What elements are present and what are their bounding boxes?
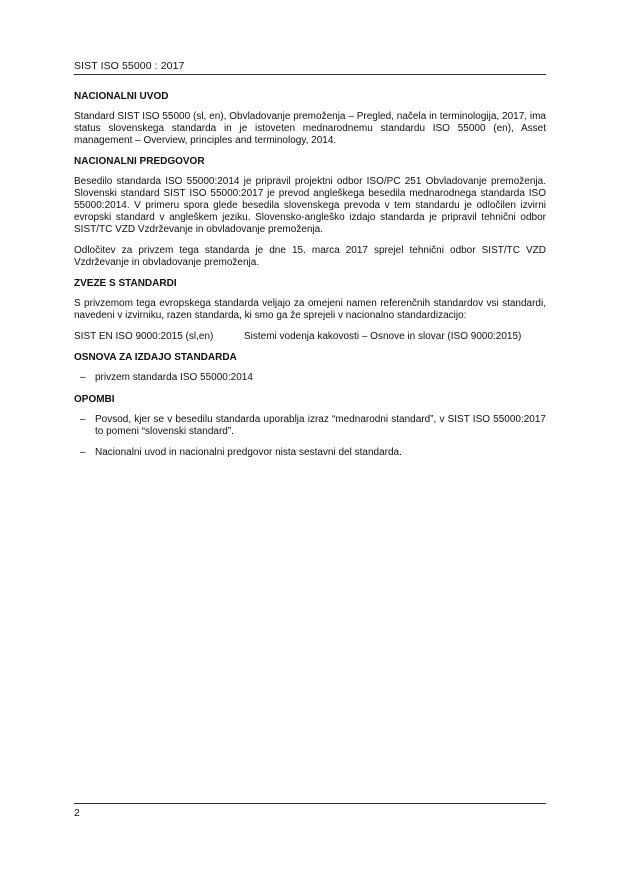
list-item-text: Povsod, kjer se v besedilu standarda uporablja izraz “mednarodni standard”, v SIST ISO 55000:2017 to pomeni “slovenski standard”. [95,414,546,437]
paragraph: Standard SIST ISO 55000 (sl, en), Obvladovanje premoženja – Pregled, načela in terminologija, 2017, ima status slovenskega standarda in je istoveten mednarodnemu standardu ISO 55000 (en), Asset management – Overview, principles and terminology, 2014. [74,111,546,146]
paragraph: Odločitev za privzem tega standarda je dne 15. marca 2017 sprejel tehnični odbor SIST/TC VZD Vzdrževanje in obvladovanje premoženja. [74,245,546,268]
dash-bullet: – [80,414,86,425]
section-zveze-s-standardi [74,278,546,343]
header-divider [74,74,546,75]
list-item [74,372,546,384]
document-page [74,0,546,877]
paragraph: S privzemom tega evropskega standarda veljajo za omejeni namen referenčnih standardov vsi standardi, navedeni v izvirniku, razen standarda, ki smo ga že sprejeli v nacionalno standardizacijo: [74,298,546,321]
list-item [74,414,546,438]
bullet-list [74,414,546,459]
paragraph: Besedilo standarda ISO 55000:2014 je pripravil projektni odbor ISO/PC 251 Obvladovanje premoženja. Slovenski standard SIST ISO 55000:2017 je prevod angleškega besedila mednarodnega standarda ISO 55000:2014. V primeru spora glede besedila slovenskega prevoda v tem standardu je odločilen izvirni evropski standard v angleškem jeziku. Slovensko-angleško izdajo standarda je pripravil tehnični odbor SIST/TC VZD Vzdrževanje in obvladovanje premoženja. [74,176,546,235]
list-item-text: privzem standarda ISO 55000:2014 [95,372,253,383]
bullet-list [74,372,546,384]
reference-code: SIST EN ISO 9000:2015 (sl,en) [74,331,214,342]
page-number: 2 [74,807,80,819]
dash-bullet: – [80,447,86,458]
standard-reference [74,331,546,343]
section-heading: ZVEZE S STANDARDI [74,278,177,289]
dash-bullet: – [80,372,86,383]
section-heading: NACIONALNI UVOD [74,91,169,102]
list-item-text: Nacionalni uvod in nacionalni predgovor nista sestavni del standarda. [95,447,402,458]
section-heading: NACIONALNI PREDGOVOR [74,156,205,167]
section-heading: OSNOVA ZA IZDAJO STANDARDA [74,352,237,363]
section-osnova [74,352,546,384]
running-header: SIST ISO 55000 : 2017 [74,60,185,72]
list-item [74,447,546,459]
section-nacionalni-predgovor [74,156,546,269]
document-body [74,91,546,469]
section-opombi [74,394,546,459]
reference-title: Sistemi vodenja kakovosti – Osnove in slovar (ISO 9000:2015) [244,331,522,342]
section-heading: OPOMBI [74,394,115,405]
section-nacionalni-uvod [74,91,546,147]
footer-divider [74,803,546,804]
